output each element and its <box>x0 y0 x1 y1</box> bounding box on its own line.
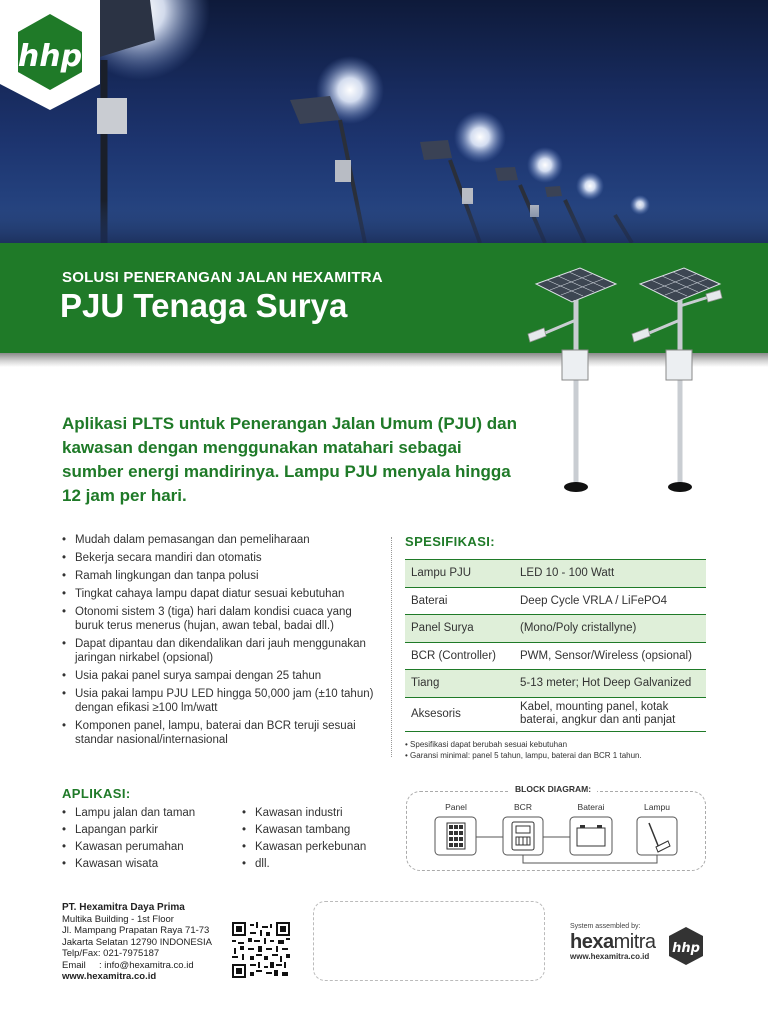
company-name: PT. Hexamitra Daya Prima <box>62 902 185 913</box>
spec-heading: SPESIFIKASI: <box>405 534 496 549</box>
controller-icon <box>503 817 543 855</box>
brand-wordmark <box>570 931 656 954</box>
list-item: • Lampu jalan dan taman <box>62 805 195 822</box>
address-line: Multika Building - 1st Floor <box>62 913 174 925</box>
feature-list <box>62 533 380 751</box>
table-row <box>405 670 706 698</box>
table-row <box>405 587 706 615</box>
address-line: Jl. Mampang Prapatan Raya 71-73 <box>62 925 210 936</box>
company-website: www.hexamitra.co.id <box>62 971 157 982</box>
table-row <box>405 615 706 643</box>
spec-label: Baterai <box>405 587 514 615</box>
spec-value: Deep Cycle VRLA / LiFePO4 <box>514 587 706 615</box>
lamp-icon <box>637 817 677 855</box>
note-item: • Spesifikasi dapat berubah sesuai kebutuhan <box>405 739 642 750</box>
aplikasi-list-right <box>242 805 366 873</box>
list-item: • Usia pakai lampu PJU LED hingga 50,000 jam (±10 tahun) dengan efikasi ≥100 lm/watt <box>62 687 380 715</box>
banner-kicker: SOLUSI PENERANGAN JALAN HEXAMITRA <box>62 269 383 286</box>
bd-label-baterai: Baterai <box>577 802 605 812</box>
street-light-icon <box>520 262 760 498</box>
battery-icon <box>570 817 612 855</box>
spec-value: (Mono/Poly cristallyne) <box>514 615 706 643</box>
spec-label: Panel Surya <box>405 615 514 643</box>
list-item: • Kawasan wisata <box>62 856 195 873</box>
brand-light: mitra <box>613 931 656 953</box>
svg-text:hhp: hhp <box>17 39 83 74</box>
list-item: • Kawasan industri <box>242 805 366 822</box>
spec-table <box>405 559 706 732</box>
address-line: Email : info@hexamitra.co.id <box>62 959 194 971</box>
bd-label-lampu: Lampu <box>644 802 670 812</box>
aplikasi-list-left <box>62 805 195 873</box>
list-item: • Kawasan perumahan <box>62 839 195 856</box>
list-item: • Komponen panel, lampu, baterai dan BCR teruji sesuai standar nasional/internasional <box>62 719 380 747</box>
list-item: • Dapat dipantau dan dikendalikan dari jauh menggunakan jaringan nirkabel (opsional) <box>62 637 380 665</box>
list-item: • Usia pakai panel surya sampai dengan 25 tahun <box>62 669 380 683</box>
brand-website: www.hexamitra.co.id <box>570 952 650 961</box>
list-item: • dll. <box>242 856 366 873</box>
page-title: PJU Tenaga Surya <box>60 287 348 324</box>
solar-panel-icon <box>435 817 476 855</box>
list-item: • Kawasan perkebunan <box>242 839 366 856</box>
table-row <box>405 697 706 731</box>
bd-label-panel: Panel <box>445 802 467 812</box>
list-item: • Kawasan tambang <box>242 822 366 839</box>
spec-value: 5-13 meter; Hot Deep Galvanized <box>514 670 706 698</box>
address-line: Jakarta Selatan 12790 INDONESIA <box>62 936 212 948</box>
brand-bold: hexa <box>570 931 614 953</box>
hexamitra-logo-icon <box>0 0 100 110</box>
street-lights-photo <box>0 0 768 243</box>
column-divider <box>391 537 392 757</box>
dealer-stamp-area <box>313 901 545 981</box>
list-item: • Bekerja secara mandiri dan otomatis <box>62 551 380 565</box>
spec-value: PWM, Sensor/Wireless (opsional) <box>514 642 706 670</box>
hexamitra-logo-icon <box>668 926 704 966</box>
qr-code-icon <box>232 922 290 978</box>
svg-text:hhp: hhp <box>672 941 700 956</box>
spec-value: Kabel, mounting panel, kotak baterai, angkur dan anti panjat <box>514 697 706 731</box>
company-info <box>62 902 212 983</box>
address-line: Telp/Fax: 021-7975187 <box>62 948 160 959</box>
spec-label: Aksesoris <box>405 697 514 731</box>
block-diagram-title: BLOCK DIAGRAM: <box>509 784 597 794</box>
spec-label: Lampu PJU <box>405 560 514 588</box>
table-row <box>405 560 706 588</box>
bd-label-bcr: BCR <box>514 802 532 812</box>
hero-photo <box>0 0 768 243</box>
spec-notes <box>405 739 642 761</box>
list-item: • Lapangan parkir <box>62 822 195 839</box>
list-item: • Ramah lingkungan dan tanpa polusi <box>62 569 380 583</box>
note-item: • Garansi minimal: panel 5 tahun, lampu, baterai dan BCR 1 tahun. <box>405 750 642 761</box>
spec-label: BCR (Controller) <box>405 642 514 670</box>
assembled-by-label: System assembled by: <box>570 923 641 930</box>
table-row <box>405 642 706 670</box>
list-item: • Otonomi sistem 3 (tiga) hari dalam kondisi cuaca yang buruk terus menerus (hujan, awan tebal, badai dll.) <box>62 605 380 633</box>
spec-value: LED 10 - 100 Watt <box>514 560 706 588</box>
aplikasi-heading: APLIKASI: <box>62 786 131 801</box>
spec-label: Tiang <box>405 670 514 698</box>
list-item: • Mudah dalam pemasangan dan pemeliharaan <box>62 533 380 547</box>
intro-paragraph: Aplikasi PLTS untuk Penerangan Jalan Umum (PJU) dan kawasan dengan menggunakan matahari sebagai sumber energi mandirinya. Lampu PJU menyala hingga 12 jam per hari. <box>62 414 517 505</box>
block-diagram-graphic <box>406 791 706 871</box>
list-item: • Tingkat cahaya lampu dapat diatur sesuai kebutuhan <box>62 587 380 601</box>
